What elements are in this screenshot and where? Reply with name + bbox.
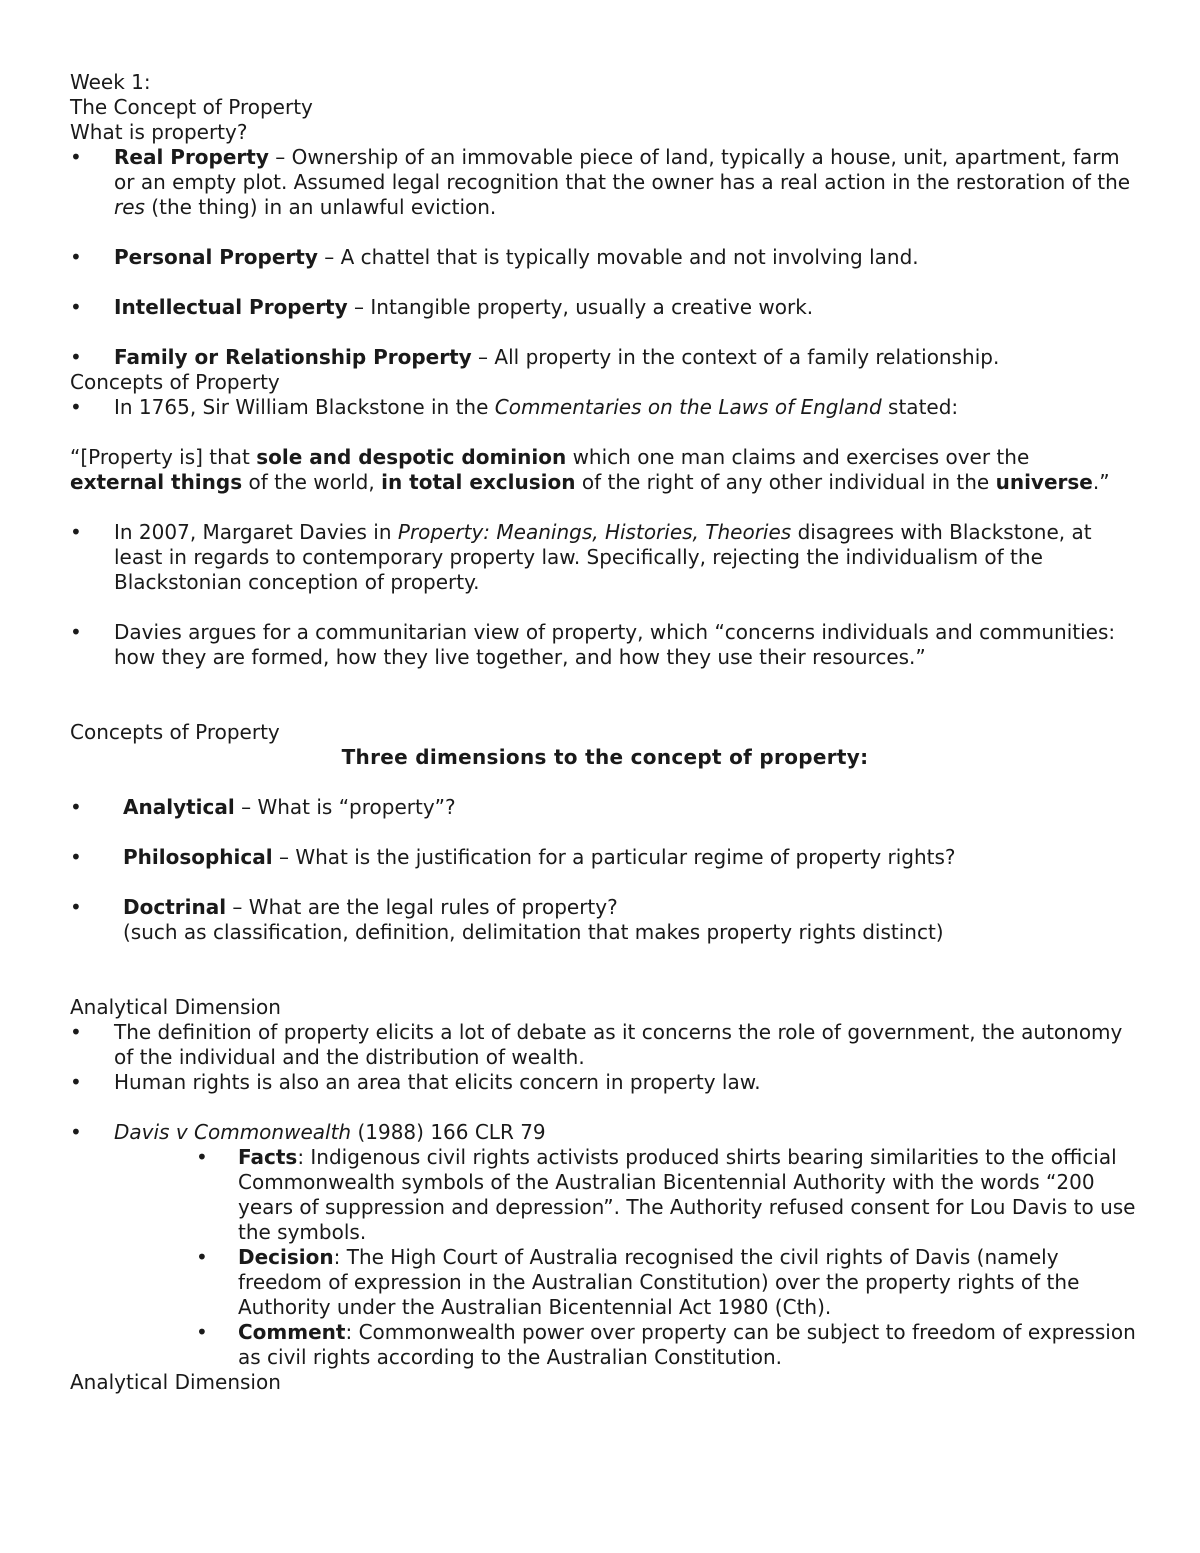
term-label: Family or Relationship Property: [114, 345, 472, 369]
term-label: Intellectual Property: [114, 295, 348, 319]
list-item-davies: • In 2007, Margaret Davies in Property: Meanings, Histories, Theories disagrees with Blackstone, at least in regards to contemporary property law. Specifically, rejecting the individualism of the Blackstonian conception of property.: [70, 520, 1092, 594]
section-heading: Analytical Dimension: [70, 995, 281, 1019]
bullet-glyph: •: [70, 295, 82, 319]
sub-label: Decision: [238, 1245, 334, 1269]
section-question: What is property?: [70, 120, 248, 144]
list-item-human-rights: • Human rights is also an area that elicits concern in property law.: [70, 1070, 761, 1094]
document-page: [70, 70, 1140, 1395]
term-label: Personal Property: [114, 245, 318, 269]
week-label: Week 1:: [70, 70, 151, 94]
bullet-glyph: •: [70, 1020, 82, 1044]
bullet-glyph: •: [196, 1245, 208, 1269]
term-description: A chattel that is typically movable and not involving land.: [340, 245, 919, 269]
term-note: (such as classification, definition, delimitation that makes property rights distinct): [123, 920, 944, 944]
term-description: What is “property”?: [257, 795, 456, 819]
sub-label: Comment: [238, 1320, 346, 1344]
sub-item-facts: • Facts: Indigenous civil rights activists produced shirts bearing similarities to the official Commonwealth symbols of the Australian Bicentennial Authority with the words “200 years of suppression and depression”. The Authority refused consent for Lou Davis to use the symbols.: [196, 1145, 1136, 1244]
bullet-glyph: •: [70, 520, 82, 544]
list-item-philosophical: • Philosophical – What is the justification for a particular regime of property rights?: [70, 845, 956, 869]
section-heading: Concepts of Property: [70, 370, 280, 394]
term-label: Real Property: [114, 145, 269, 169]
bullet-glyph: •: [70, 895, 82, 919]
sub-item-decision: • Decision: The High Court of Australia recognised the civil rights of Davis (namely freedom of expression in the Australian Constitution) over the property rights of the Authority under the Australian Bicentennial Act 1980 (Cth).: [196, 1245, 1080, 1319]
list-item-personal-property: • Personal Property – A chattel that is typically movable and not involving land.: [70, 245, 919, 269]
section-heading: Analytical Dimension: [70, 1370, 281, 1394]
list-item-real-property: • Real Property – Ownership of an immovable piece of land, typically a house, unit, apartment, farm or an empty plot. Assumed legal recognition that the owner has a real action in the restoration of the res (the thing) in an unlawful eviction.: [70, 145, 1131, 219]
list-item-case: [70, 1120, 1140, 1145]
section-subheading: Three dimensions to the concept of property:: [341, 745, 869, 769]
bullet-glyph: •: [70, 345, 82, 369]
case-citation: (1988) 166 CLR 79: [351, 1120, 546, 1144]
bullet-glyph: •: [70, 620, 82, 644]
bullet-glyph: •: [70, 145, 82, 169]
bullet-glyph: •: [70, 1070, 82, 1094]
page-title: The Concept of Property: [70, 95, 313, 119]
term-label: Doctrinal: [123, 895, 227, 919]
sub-label: Facts: [238, 1145, 298, 1169]
list-item-definition-debate: • The definition of property elicits a lot of debate as it concerns the role of government, the autonomy of the individual and the distribution of wealth.: [70, 1020, 1123, 1069]
term-description: Ownership of an immovable piece of land, typically a house, unit, apartment, farm or an empty plot. Assumed legal recognition that the owner has a real action in the restoration of the: [114, 145, 1131, 194]
term-description: All property in the context of a family relationship.: [494, 345, 1000, 369]
bullet-glyph: •: [196, 1320, 208, 1344]
work-title: Commentaries on the Laws of England: [494, 395, 882, 419]
term-label: Philosophical: [123, 845, 273, 869]
blackstone-quote: “[Property is] that sole and despotic dominion which one man claims and exercises over the external things of the world, in total exclusion of the right of any other individual in the universe.”: [70, 445, 1110, 494]
term-label: Analytical: [123, 795, 235, 819]
list-item-blackstone: • In 1765, Sir William Blackstone in the Commentaries on the Laws of England stated:: [70, 395, 959, 419]
list-item-family-property: • Family or Relationship Property – All property in the context of a family relationship.: [70, 345, 1000, 369]
bullet-glyph: •: [70, 395, 82, 419]
term-description: What are the legal rules of property?: [248, 895, 618, 919]
sub-item-comment: • Comment: Commonwealth power over property can be subject to freedom of expression as civil rights according to the Australian Constitution.: [196, 1320, 1136, 1369]
list-item-davies-communitarian: • Davies argues for a communitarian view of property, which “concerns individuals and communities: how they are formed, how they live together, and how they use their resources.”: [70, 620, 1116, 669]
bullet-glyph: •: [70, 845, 82, 869]
bullet-glyph: •: [70, 1120, 82, 1144]
list-item-doctrinal: • Doctrinal – What are the legal rules of property? (such as classification, definition, delimitation that makes property rights distinct): [70, 895, 944, 944]
term-description: What is the justification for a particular regime of property rights?: [295, 845, 956, 869]
term-description: Intangible property, usually a creative work.: [370, 295, 814, 319]
bullet-glyph: •: [196, 1145, 208, 1169]
bullet-glyph: •: [70, 245, 82, 269]
section-heading: Concepts of Property: [70, 720, 280, 744]
bullet-glyph: •: [70, 795, 82, 819]
list-item-intellectual-property: • Intellectual Property – Intangible property, usually a creative work.: [70, 295, 814, 319]
case-name: Davis v Commonwealth: [114, 1120, 352, 1144]
list-item-analytical: • Analytical – What is “property”?: [70, 795, 456, 819]
work-title: Property: Meanings, Histories, Theories: [397, 520, 792, 544]
